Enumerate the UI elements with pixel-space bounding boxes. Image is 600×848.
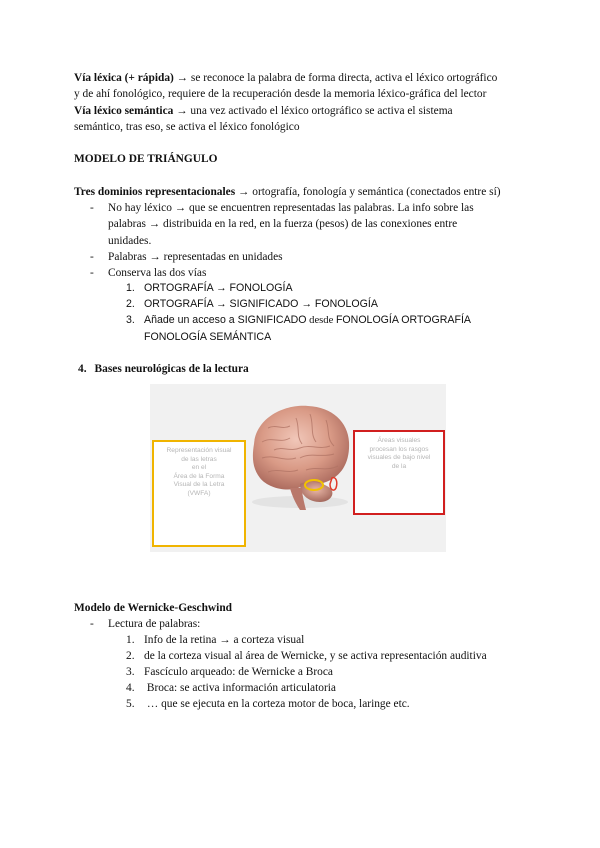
list-item xyxy=(74,616,534,633)
item-number: 5. xyxy=(126,698,135,710)
brain-figure xyxy=(150,384,446,552)
vwfa-label-line: Representación visual xyxy=(166,447,232,454)
domains-paragraph xyxy=(74,184,530,200)
list-item-line: Palabras → representadas en unidades xyxy=(108,251,283,263)
item-number: 3. xyxy=(126,314,135,326)
list-item-line: No hay léxico → que se encuentren representadas las palabras. La info sobre las xyxy=(108,202,474,214)
triangle-model-heading: MODELO DE TRIÁNGULO xyxy=(74,153,218,165)
numbered-item xyxy=(126,280,526,297)
list-item-line: palabras → distribuida en la red, en la fuerza (pesos) de las conexiones entre xyxy=(108,218,458,231)
item-number: 2. xyxy=(126,298,135,310)
numbered-item-text: desde xyxy=(306,315,336,326)
list-item-line: Lectura de palabras: xyxy=(108,618,201,630)
list-dash: - xyxy=(90,618,94,630)
numbered-item-text: Info de la retina → a corteza visual xyxy=(144,634,305,646)
numbered-item-text: ORTOGRAFÍA → FONOLOGÍA xyxy=(144,282,293,294)
numbered-item-text: ORTOGRAFÍA → SIGNIFICADO → FONOLOGÍA xyxy=(144,298,378,310)
numbered-item xyxy=(126,312,526,346)
section-number: 4. xyxy=(78,363,87,375)
visual-areas-label-box xyxy=(353,430,445,515)
section-heading xyxy=(78,361,249,377)
visual-areas-label-line: visuales de bajo nivel xyxy=(367,454,431,462)
vwfa-label-line: en el xyxy=(191,464,207,472)
numbered-item xyxy=(126,648,526,665)
numbered-item-text: FONOLOGÍA SEMÁNTICA xyxy=(144,331,272,344)
domains-term: Tres dominios representacionales xyxy=(74,186,236,198)
via-lexica-paragraph xyxy=(74,70,530,103)
via-semantica-paragraph xyxy=(74,103,530,136)
list-item-line: Conserva las dos vías xyxy=(108,267,207,279)
item-number: 1. xyxy=(126,634,135,646)
wernicke-heading: Modelo de Wernicke-Geschwind xyxy=(74,602,232,614)
section-title: Bases neurológicas de la lectura xyxy=(94,363,249,375)
vwfa-label-line: (VWFA) xyxy=(187,489,211,497)
visual-areas-label-line: Áreas visuales xyxy=(377,437,421,444)
numbered-item-text: Fascículo arqueado: de Wernicke a Broca xyxy=(144,666,333,678)
list-dash: - xyxy=(90,202,94,214)
numbered-item-text: Añade un acceso a xyxy=(144,314,238,326)
numbered-item xyxy=(126,664,526,681)
numbered-item-text: de la corteza visual al área de Wernicke, y se activa representación auditiva xyxy=(144,650,487,662)
numbered-item xyxy=(126,632,526,649)
via-lexica-text-2: y de ahí fonológico, requiere de la recuperación desde la memoria léxico-gráfica del lector xyxy=(74,88,487,101)
list-item xyxy=(74,249,534,266)
vwfa-label-line: Área de la Forma xyxy=(173,472,225,480)
numbered-item-text: FONOLOGÍA ORTOGRAFÍA xyxy=(335,314,471,326)
via-semantica-term: Vía léxico semántica xyxy=(74,105,174,117)
list-item-line: unidades. xyxy=(108,234,152,247)
domains-text: → ortografía, fonología y semántica (conectados entre sí) xyxy=(235,186,501,198)
list-dash: - xyxy=(90,267,94,279)
numbered-item xyxy=(126,680,526,697)
via-semantica-text-2: semántico, tras eso, se activa el léxico fonológico xyxy=(74,121,300,134)
item-number: 1. xyxy=(126,282,135,294)
visual-areas-label-line: procesan los rasgos xyxy=(369,445,429,453)
numbered-item-text: Broca: se activa información articulatoria xyxy=(144,682,336,694)
item-number: 4. xyxy=(126,682,135,694)
item-number: 3. xyxy=(126,666,135,678)
vwfa-label-line: de las letras xyxy=(181,455,217,463)
via-lexica-text: → se reconoce la palabra de forma directa, activa el léxico ortográfico xyxy=(173,72,498,84)
via-semantica-text: → una vez activado el léxico ortográfico se activa el sistema xyxy=(173,105,453,117)
numbered-item-text: … que se ejecuta en la corteza motor de boca, laringe etc. xyxy=(144,698,410,710)
list-dash: - xyxy=(90,251,94,263)
item-number: 2. xyxy=(126,650,135,662)
via-lexica-term: Vía léxica (+ rápida) xyxy=(74,72,174,84)
numbered-item xyxy=(126,296,526,313)
visual-areas-label-line: de la xyxy=(391,462,407,470)
visual-area-highlight xyxy=(330,478,337,490)
numbered-item xyxy=(126,696,526,713)
vwfa-label-box xyxy=(152,440,246,547)
numbered-item-text: SIGNIFICADO xyxy=(237,314,307,326)
list-item xyxy=(74,200,534,250)
vwfa-label-line: Visual de la Letra xyxy=(173,481,225,489)
